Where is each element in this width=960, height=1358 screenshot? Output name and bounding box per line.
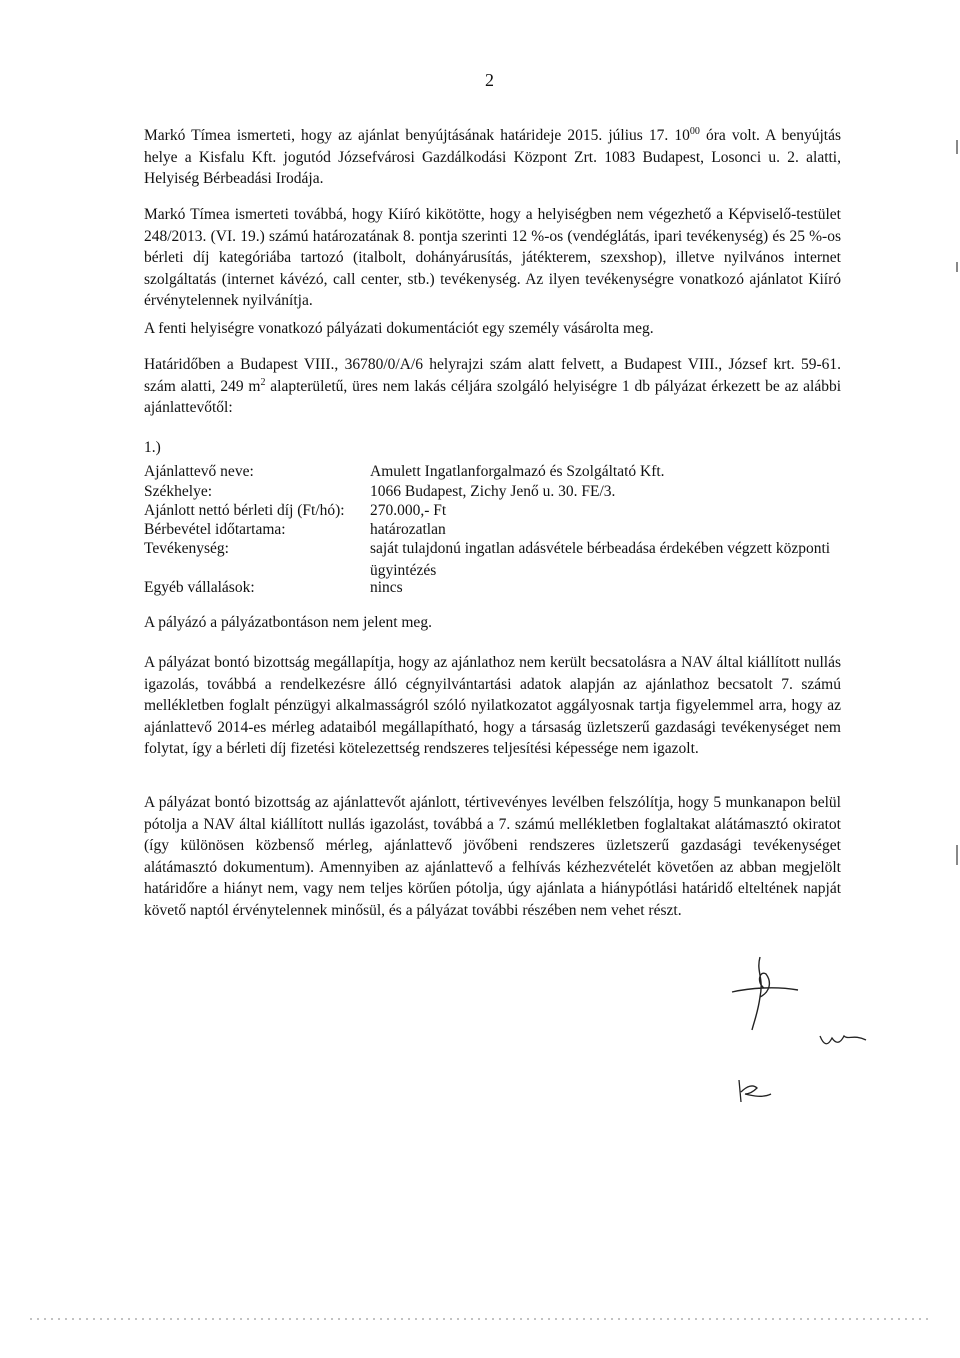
field-value: 270.000,- Ft	[370, 502, 447, 519]
field-value: 1066 Budapest, Zichy Jenő u. 30. FE/3.	[370, 483, 616, 500]
page-number: 2	[485, 70, 494, 90]
scan-edge-mark	[956, 845, 958, 865]
field-label: Tevékenység:	[144, 540, 229, 557]
paragraph-deficiency-notice: A pályázat bontó bizottság az ajánlattevőt ajánlott, tértivevényes levélben felszólítja, hogy 5 munkanapon belül pótolja a NAV által kiállított nullás igazolást, továbbá a 7. számú mellékletben foglaltakat alátámasztó okiratot (így különösen közbenső mérleg, ajánlattevő jövőbeni rendszeres üzletszerű gazdasági tevékenységet alátámasztó dokumentum). Amennyiben az ajánlattevő a felhívás kézhezvételét követően az abban megjelölt határidőre a hiányt nem, vagy nem teljes körűen pótolja, úgy ajánlata a hiánypótlási határidő elteltének napját követő naptól érvénytelennek minősül, és a pályázat további részében nem vehet részt.	[144, 794, 841, 919]
field-value: saját tulajdonú ingatlan adásvétele bérbeadása érdekében végzett központi ügyintézés	[370, 540, 831, 579]
paragraph-documentation: A fenti helyiségre vonatkozó pályázati dokumentációt egy személy vásárolta meg.	[144, 320, 654, 337]
paragraph-deadline: Markó Tímea ismerteti, hogy az ajánlat benyújtásának határideje 2015. július 17. $10^{00}$ óra volt. A benyújtás helye a Kisfalu Kft. jogutód Józsefvárosi Gazdálkodási Központ Zrt. 1083 Budapest, Losonci u. 2. alatti, Helyiség Bérbeadási Irodája.	[144, 125, 842, 187]
field-label: Bérbevétel időtartama:	[144, 521, 286, 538]
field-label: Ajánlattevő neve:	[144, 463, 254, 480]
signature-mark	[730, 952, 800, 1032]
field-label: Ajánlott nettó bérleti díj (Ft/hó):	[144, 502, 345, 519]
field-label: Székhelye:	[144, 483, 213, 500]
paragraph-committee-finding: A pályázat bontó bizottság megállapítja, hogy az ajánlathoz nem került becsatolásra a NAV által kiállított nullás igazolás, továbbá a rendelkezésre álló cégnyilvántartási adatok alapján az ajánlathoz becsatolt 7. számú mellékletben foglalt pénzügyi alkalmasságról szóló nyilatkozatot aggályosnak tartja figyelemmel arra, hogy az ajánlattevő 2014-es mérleg adataiból megállapítható, hogy a társaság üzletszerű gazdasági tevékenységet nem folytat, így a bérleti díj fizetési kötelezettség rendszeres teljesítési képessége nem igazolt.	[144, 654, 841, 757]
field-label: Egyéb vállalások:	[144, 579, 255, 596]
initials-mark	[735, 1076, 775, 1106]
scan-edge-mark	[956, 140, 958, 154]
scan-dotted-line	[30, 1318, 930, 1320]
paragraph-absence: A pályázó a pályázatbontáson nem jelent meg.	[144, 614, 432, 631]
field-value: nincs	[370, 579, 403, 596]
paragraph-restrictions: Markó Tímea ismerteti továbbá, hogy Kiíró kikötötte, hogy a helyiségben nem végezhető a Képviselő-testület 248/2013. (VI. 19.) számú határozatának 8. pontja szerinti 12 %-os (vendéglátás, ipari tevékenység) és 25 %-os bérleti díj kategóriába tartozó (italbolt, dohányárusítás, játékterem, szexshop), illetve nyilvános internet szolgáltatás (internet kávézó, call center, stb.) tevékenység. Az ilyen tevékenységre vonatkozó ajánlatot Kiíró érvénytelennek nyilvánítja.	[144, 206, 841, 309]
scan-edge-mark	[956, 262, 958, 272]
initials-mark	[818, 1028, 868, 1050]
field-value: Amulett Ingatlanforgalmazó és Szolgáltató Kft.	[370, 463, 665, 480]
bidder-index: 1.)	[144, 439, 161, 456]
paragraph-bids-received: Határidőben a Budapest VIII., 36780/0/A/6 helyrajzi szám alatt felvett, a Budapest VIII., József krt. 59-61. szám alatti, 249 $m^2$ alapterületű, üres nem lakás céljára szolgáló helyiségre 1 db pályázat érkezett be az alábbi ajánlattevőtől:	[144, 356, 842, 416]
field-value: határozatlan	[370, 521, 446, 538]
